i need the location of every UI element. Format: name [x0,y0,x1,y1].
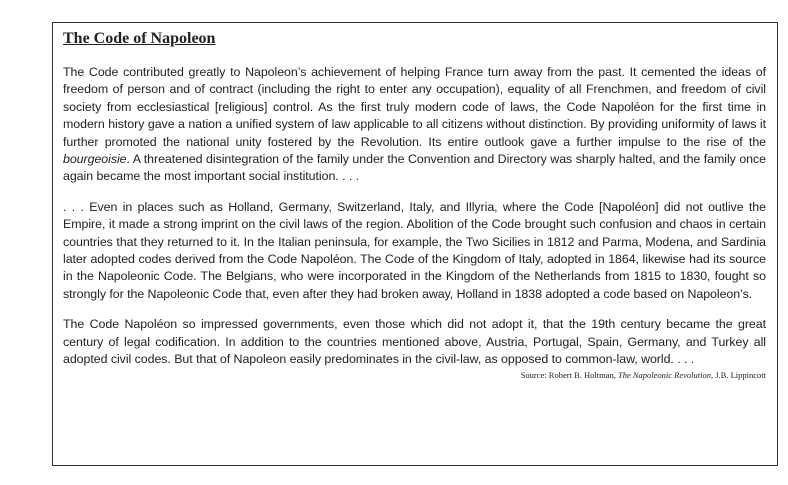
paragraph-1 [63,64,766,186]
paragraph-1-text-b: . A threatened disintegration of the family under the Convention and Directory was sharply halted, and the family once again became the most important social institution. . . . [63,152,766,184]
paragraph-2: . . . Even in places such as Holland, Germany, Switzerland, Italy, and Illyria, where the Code [Napoléon] did not outlive the Empire, it made a strong imprint on the civil laws of the region. Abolition of the Code brought such confusion and chaos in certain countries that they returned to it. In the Italian peninsula, for example, the Two Sicilies in 1812 and Parma, Modena, and Sardinia later adopted codes derived from the Code Napoléon. The Code of the Kingdom of Italy, adopted in 1864, likewise had its source in the Napoleonic Code. The Belgians, who were incorporated in the Kingdom of the Netherlands from 1815 to 1830, fought so strongly for the Napoleonic Code that, even after they had broken away, Holland in 1838 adopted a code based on Napoleon’s. [63,199,766,301]
paragraph-1-italic-term: bourgeoisie [63,152,127,167]
paragraph-3: The Code Napoléon so impressed governments, even those which did not adopt it, that the 19th century became the great century of legal codification. In addition to the countries mentioned above, Austria, Portugal, Spain, Germany, and Turkey all adopted civil codes. But that of Napoleon easily predominates in the civil-law, as opposed to common-law, world. . . . [63,317,766,367]
document-title: The Code of Napoleon [63,30,216,47]
paragraph-1-text-a: The Code contributed greatly to Napoleon’s achievement of helping France turn away from the past. It cemented the ideas of freedom of person and of contract (including the right to enter any occupation), equality of all Frenchmen, and freedom of civil society from ecclesiastical [religious] control. As the first truly modern code of laws, the Code Napoléon for the first time in modern history gave a nation a unified system of law applicable to all citizens without distinction. By providing uniformity of laws it further promoted the national unity fostered by the Revolution. Its entire outlook gave a further impulse to the rise of the [63,65,766,149]
source-prefix: Source: Robert B. Holtman, [520,369,618,380]
document-box [52,22,778,466]
source-citation [63,370,766,381]
source-suffix: , J.B. Lippincott [710,369,766,380]
source-book-title: The Napoleonic Revolution [617,369,711,380]
